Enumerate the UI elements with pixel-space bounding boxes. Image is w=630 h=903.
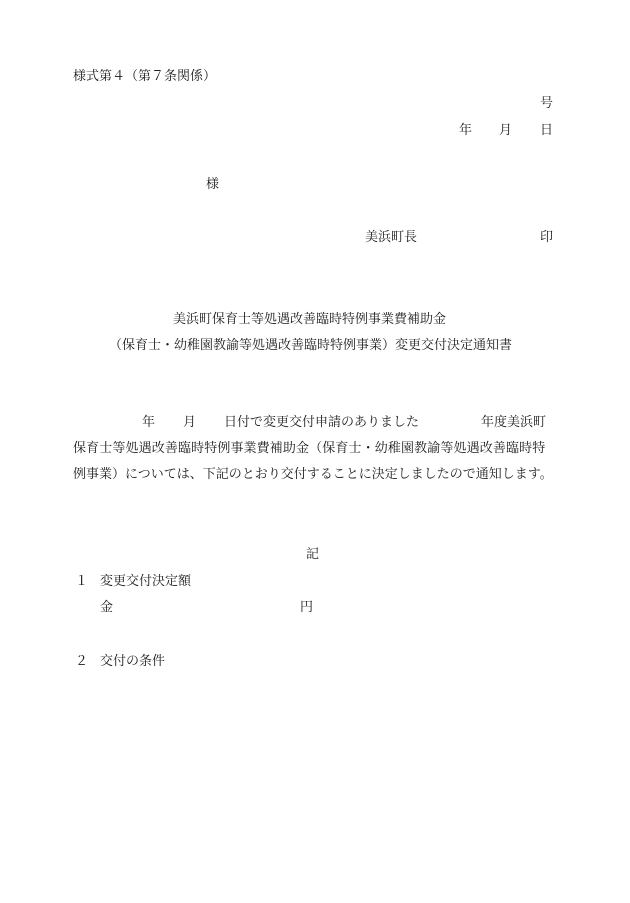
body-year: 年	[142, 415, 156, 430]
body-application-text: 日付で変更交付申請のありました	[224, 415, 420, 430]
item-label: 変更交付決定額	[100, 574, 192, 589]
amount-prefix: 金	[100, 600, 114, 615]
item-number: １	[75, 574, 89, 589]
body-line-2: 保育士等処遇改善臨時特例事業費補助金（保育士・幼稚園教諭等処遇改善臨時特	[73, 441, 546, 456]
body-line-3: 例事業）については、下記のとおり交付することに決定しましたので通知します。	[73, 467, 553, 482]
item-number: ２	[75, 654, 89, 669]
seal-mark: 印	[540, 230, 554, 245]
addressee-honorific: 様	[206, 177, 220, 192]
date-day: 日	[540, 123, 554, 138]
title-line-2: （保育士・幼稚園教諭等処遇改善臨時特例事業）変更交付決定通知書	[109, 338, 513, 353]
date-year: 年	[459, 123, 473, 138]
form-number: 様式第４（第７条関係）	[73, 69, 217, 84]
body-month: 月	[183, 415, 197, 430]
body-fiscal-year: 年度美浜町	[481, 415, 547, 430]
sender-name: 美浜町長	[365, 230, 418, 245]
issue-number-label: 号	[540, 96, 554, 111]
item-label: 交付の条件	[100, 654, 166, 669]
date-month: 月	[499, 123, 513, 138]
amount-unit: 円	[300, 600, 314, 615]
title-line-1: 美浜町保育士等処遇改善臨時特例事業費補助金	[173, 312, 447, 327]
ki-heading: 記	[306, 547, 320, 562]
